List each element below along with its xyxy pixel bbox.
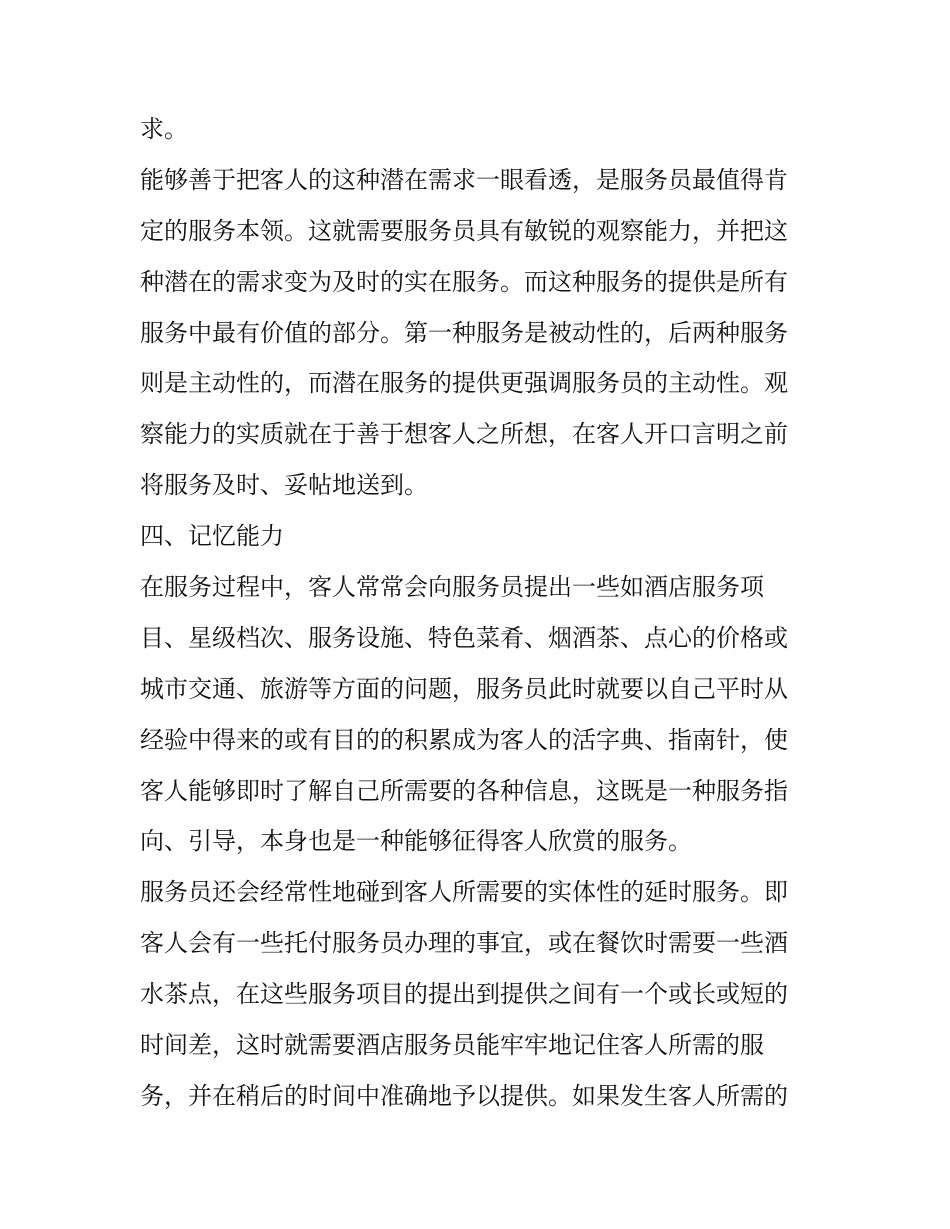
text-line: 则是主动性的，而潜在服务的提供更强调服务员的主动性。观	[140, 369, 788, 398]
text-line: 定的服务本领。这就需要服务员具有敏锐的观察能力，并把这	[140, 216, 788, 245]
text-line: 城市交通、旅游等方面的问题，服务员此时就要以自己平时从	[140, 674, 788, 703]
text-line: 服务中最有价值的部分。第一种服务是被动性的，后两种服务	[140, 318, 788, 347]
text-line: 务，并在稍后的时间中准确地予以提供。如果发生客人所需的	[140, 1081, 788, 1110]
text-line: 目、星级档次、服务设施、特色菜肴、烟酒茶、点心的价格或	[140, 623, 788, 652]
text-line: 能够善于把客人的这种潜在需求一眼看透，是服务员最值得肯	[140, 165, 788, 194]
text-line: 经验中得来的或有目的的积累成为客人的活字典、指南针，使	[140, 725, 788, 754]
body-text	[140, 104, 820, 1122]
text-line: 水茶点，在这些服务项目的提出到提供之间有一个或长或短的	[140, 980, 788, 1009]
text-line: 将服务及时、妥帖地送到。	[140, 471, 428, 500]
text-line: 求。	[140, 115, 188, 143]
text-line: 服务员还会经常性地碰到客人所需要的实体性的延时服务。即	[140, 878, 788, 907]
text-line: 察能力的实质就在于善于想客人之所想，在客人开口言明之前	[140, 420, 788, 449]
text-line: 在服务过程中，客人常常会向服务员提出一些如酒店服务项	[140, 573, 764, 602]
text-line: 时间差，这时就需要酒店服务员能牢牢地记住客人所需的服	[140, 1031, 764, 1060]
section-heading: 四、记忆能力	[140, 522, 284, 551]
text-line: 客人能够即时了解自己所需要的各种信息，这既是一种服务指	[140, 776, 788, 805]
text-line: 客人会有一些托付服务员办理的事宜，或在餐饮时需要一些酒	[140, 929, 788, 958]
text-line: 种潜在的需求变为及时的实在服务。而这种服务的提供是所有	[140, 267, 788, 296]
text-line: 向、引导，本身也是一种能够征得客人欣赏的服务。	[140, 827, 692, 856]
